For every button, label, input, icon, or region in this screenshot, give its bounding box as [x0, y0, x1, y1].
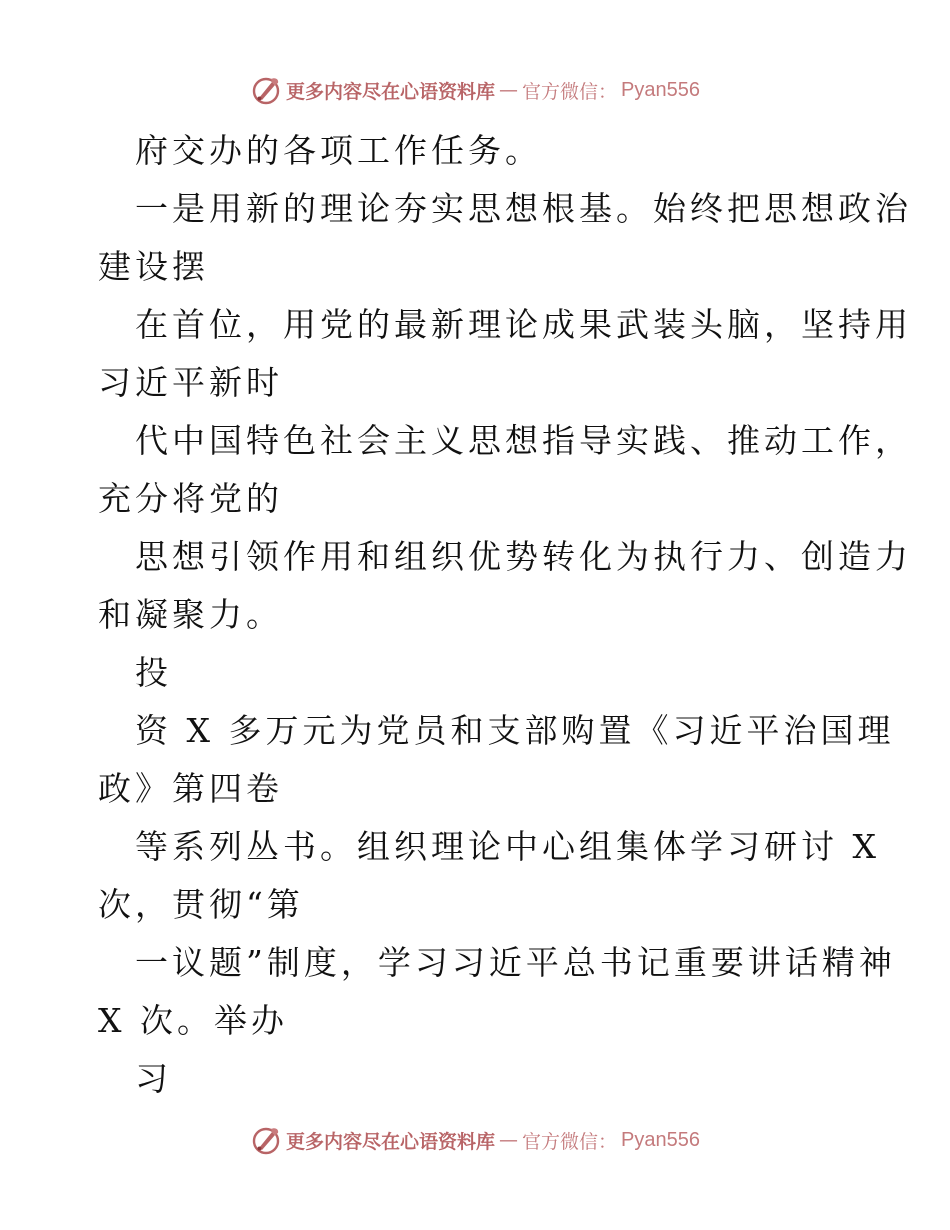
body-line: 政》第四卷 [98, 769, 283, 808]
body-line: 资 X 多万元为党员和支部购置《习近平治国理 [135, 711, 895, 750]
body-line: 一议题”制度，学习习近平总书记重要讲话精神 [135, 943, 896, 982]
body-line: 思想引领作用和组织优势转化为执行力、创造力 [135, 537, 912, 576]
body-line: 在首位，用党的最新理论成果武装头脑，坚持用 [135, 305, 912, 344]
header-contact-id: Pyan556 [621, 78, 700, 101]
body-line: 习近平新时 [98, 363, 283, 402]
body-line: 一是用新的理论夯实思想根基。始终把思想政治 [135, 189, 912, 228]
quill-pen-logo-icon [250, 74, 282, 106]
body-line: 投 [135, 653, 172, 692]
body-line: 充分将党的 [98, 479, 283, 518]
header-site-text: 更多内容尽在心语资料库 [286, 80, 496, 103]
body-line: 府交办的各项工作任务。 [135, 131, 542, 170]
body-line: 习 [135, 1059, 172, 1098]
body-line: 代中国特色社会主义思想指导实践、推动工作， [135, 421, 912, 460]
header-contact-label: 官方微信： [522, 80, 618, 103]
header-banner [0, 70, 950, 110]
footer-banner-content [250, 1124, 700, 1156]
footer-banner [0, 1120, 950, 1160]
body-line: X 次。举办 [98, 1001, 288, 1040]
body-line: 等系列丛书。组织理论中心组集体学习研讨 X [135, 827, 880, 866]
body-line: 和凝聚力。 [98, 595, 283, 634]
footer-contact-id: Pyan556 [621, 1128, 700, 1151]
body-line: 次，贯彻“第 [98, 885, 304, 924]
document-body [98, 122, 912, 1108]
body-line: 建设摆 [98, 247, 209, 286]
quill-pen-logo-icon [250, 1124, 282, 1156]
footer-contact-label: 官方微信： [522, 1130, 618, 1153]
header-separator: — [499, 79, 519, 101]
footer-site-text: 更多内容尽在心语资料库 [286, 1130, 496, 1153]
footer-separator: — [499, 1129, 519, 1151]
header-banner-content [250, 74, 700, 106]
